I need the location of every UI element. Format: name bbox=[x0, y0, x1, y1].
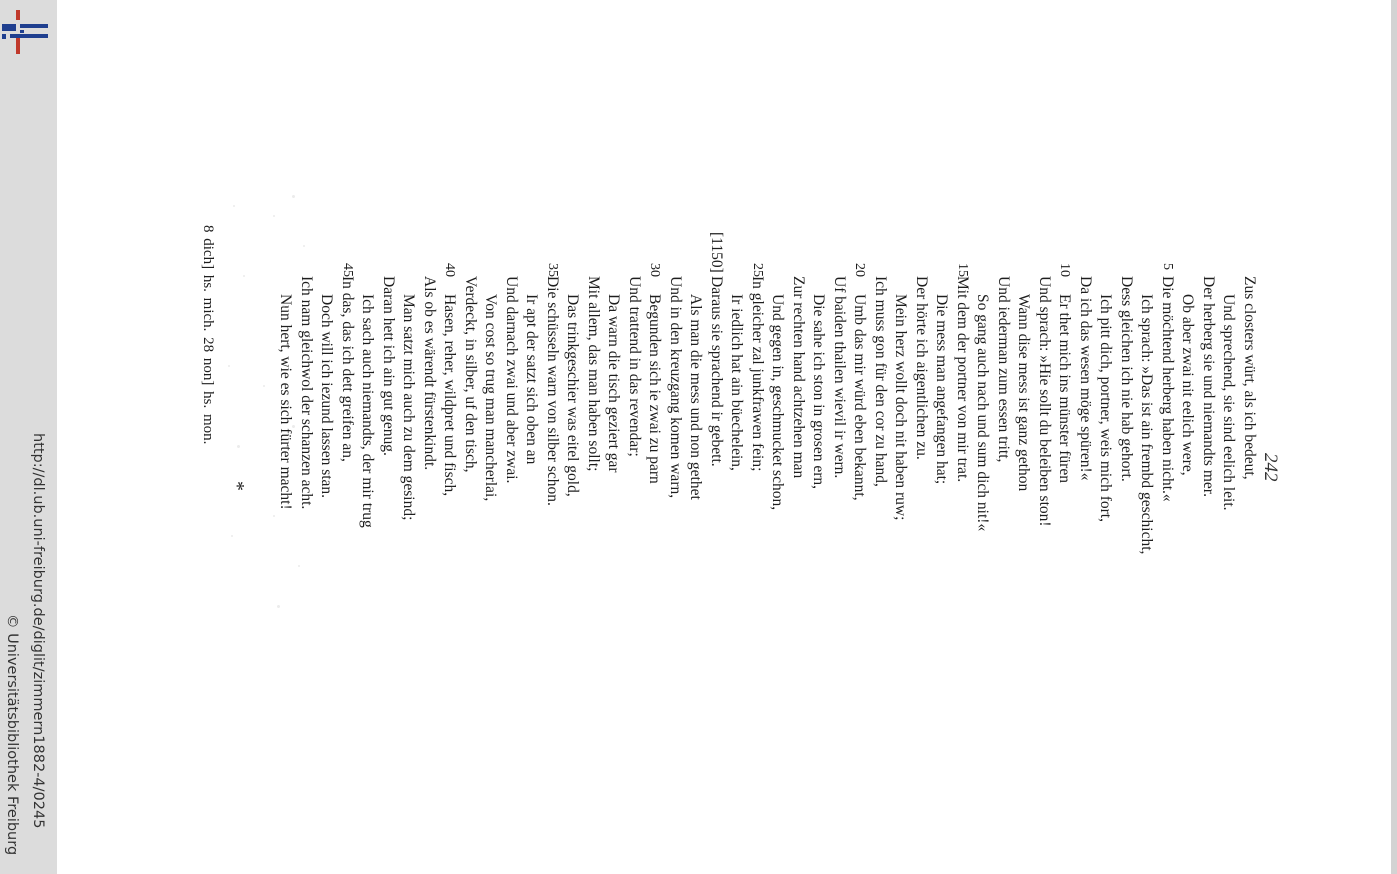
verse-line bbox=[890, 276, 911, 874]
verse-text: Und darnach zwai und aber zwai. bbox=[503, 276, 520, 484]
verse-line bbox=[972, 276, 993, 874]
document-url[interactable]: http://dl.ub.uni-freiburg.de/diglit/zimmern1882-4/0245 bbox=[30, 433, 46, 829]
verse-text: Uf baiden thailen wievil ir wern. bbox=[831, 276, 848, 479]
verse-text: Man satzt mich auch zu dem gesind; bbox=[400, 294, 418, 521]
verse-line bbox=[767, 276, 788, 874]
verse-text: Ob aber zwai nit eelich were, bbox=[1179, 294, 1197, 476]
scan-speck bbox=[282, 305, 285, 308]
verse-text: Und trattend in das revendar; bbox=[626, 276, 643, 457]
verse-text: Die schüsseln warn von silber schon. bbox=[544, 276, 561, 506]
verse-text: Wann dise mess ist ganz gethon bbox=[1015, 294, 1033, 492]
verse-line bbox=[1095, 276, 1116, 874]
verse-line bbox=[378, 276, 399, 874]
verse-line bbox=[419, 276, 440, 874]
verse-text: Ich sprach: »Das ist ain frembd geschicht, bbox=[1138, 294, 1156, 555]
verse-text: Ich pitt dich, portner, weis mich fort, bbox=[1097, 294, 1115, 522]
scan-speck bbox=[228, 365, 230, 367]
scan-speck bbox=[273, 515, 275, 517]
verse-text: Als ob es wärendt fürstenkindt. bbox=[421, 276, 438, 471]
scan-speck bbox=[298, 565, 300, 567]
verse-text: Und sprach: »Hie sollt du beleiben ston! bbox=[1036, 276, 1053, 527]
verse-line bbox=[993, 276, 1014, 874]
verse-text: Der herberg sie und niemandts mer. bbox=[1200, 276, 1217, 497]
line-number: 5 bbox=[1160, 263, 1175, 270]
copyright-notice: © Universitätsbibliothek Freiburg bbox=[4, 614, 20, 856]
line-number: 25 bbox=[750, 263, 765, 277]
verse-line bbox=[952, 263, 973, 874]
verse-text: Das trinkgeschier was eitel gold, bbox=[564, 294, 582, 497]
verse-line bbox=[357, 276, 378, 874]
scan-speck bbox=[231, 535, 233, 537]
verse-line bbox=[849, 263, 870, 874]
verse-line bbox=[521, 276, 542, 874]
verse-text: Und gegen in, geschmucket schon, bbox=[769, 294, 787, 511]
verse-text: Der hörte ich aigentlichen zu. bbox=[913, 276, 930, 460]
footnote: 8 dich] hs. mich. 28 non] hs. mon. bbox=[200, 225, 216, 445]
verse-line bbox=[439, 263, 460, 874]
verse-text: Verdeckt, in silber, uf den tisch, bbox=[462, 276, 479, 473]
viewer-sidebar bbox=[0, 0, 57, 874]
verse-text: Ir apt der satzt sich oben an bbox=[523, 294, 541, 465]
line-number: 40 bbox=[442, 263, 458, 277]
verse-text: Doch will ich iezund lassen stan. bbox=[318, 294, 336, 499]
scan-speck bbox=[292, 195, 295, 198]
verse-text: Umb das mir würd eben bekannt, bbox=[851, 294, 869, 501]
verse-line bbox=[398, 276, 419, 874]
ub-freiburg-logo-icon[interactable] bbox=[2, 10, 48, 54]
verse-text: Er thet mich ins münster füren bbox=[1056, 294, 1074, 483]
verse-text: Und in den kreuzgang komen warn, bbox=[667, 276, 684, 499]
line-number: 35 bbox=[545, 263, 560, 277]
verse-line bbox=[624, 276, 645, 874]
verse-text: Hasen, reher, wildpret und fisch, bbox=[441, 294, 459, 497]
folio-marker: [1150] bbox=[708, 232, 725, 273]
verse-line bbox=[685, 276, 706, 874]
verse-line bbox=[870, 276, 891, 874]
verse-line bbox=[1116, 276, 1137, 874]
verse-text: Ich sach auch niemandts, der mir trug bbox=[359, 294, 377, 528]
verse-line bbox=[931, 276, 952, 874]
verse-line bbox=[275, 276, 296, 874]
scan-speck bbox=[243, 275, 245, 277]
verse-text: Mit dem der portner von mir trat. bbox=[954, 276, 971, 483]
verse-text: Mein herz wollt doch nit haben ruw; bbox=[892, 294, 910, 521]
scrollbar-track[interactable] bbox=[1391, 0, 1397, 874]
verse-text: Die möchtend herberg haben nicht.« bbox=[1159, 276, 1176, 502]
verse-line bbox=[583, 276, 604, 874]
line-number: 20 bbox=[852, 263, 868, 277]
verse-line bbox=[1054, 263, 1075, 874]
verse-text: Ir iedlich hat ain büechelein, bbox=[728, 294, 746, 471]
scan-speck bbox=[233, 205, 235, 207]
scanned-page bbox=[155, 185, 1295, 655]
verse-line bbox=[1034, 276, 1055, 874]
verse-line bbox=[808, 276, 829, 874]
separator-star: * bbox=[226, 481, 248, 491]
verse-line bbox=[1218, 276, 1239, 874]
verse-text: Und sprechend, sie sind eelich leit. bbox=[1220, 294, 1238, 511]
verse-text: Die mess man angefangen hat; bbox=[933, 294, 951, 485]
verse-line bbox=[665, 276, 686, 874]
verse-line bbox=[829, 276, 850, 874]
verse-line bbox=[788, 276, 809, 874]
verse-line bbox=[480, 276, 501, 874]
verse-line bbox=[562, 276, 583, 874]
verse-text: Ich muss gon für den cor zu hand, bbox=[872, 276, 889, 487]
verse-line bbox=[706, 232, 727, 874]
verse-line bbox=[911, 276, 932, 874]
verse-line bbox=[337, 263, 358, 874]
verse-line bbox=[1013, 276, 1034, 874]
verse-text: Da warn die tisch geziert gar bbox=[605, 294, 623, 473]
line-number: 45 bbox=[340, 263, 355, 277]
verse-text: Da ich das wesen möge spüren!« bbox=[1077, 276, 1094, 481]
scan-speck bbox=[303, 245, 305, 247]
verse-text: So gang auch nach und sum dich nit!« bbox=[974, 294, 992, 532]
verse-text: Als man die mess und non gethet bbox=[687, 294, 705, 500]
verse-line bbox=[316, 276, 337, 874]
verse-text: Die sahe ich ston in grosen ern, bbox=[810, 294, 828, 489]
verse-line bbox=[1157, 263, 1178, 874]
verse-text: In das, das ich dett greifen an, bbox=[339, 276, 356, 462]
line-number: 15 bbox=[955, 263, 970, 277]
scan-speck bbox=[308, 335, 310, 337]
scan-speck bbox=[237, 445, 240, 448]
verse-block bbox=[275, 232, 1259, 874]
verse-text: Daran hett ich ain gut genug. bbox=[380, 276, 397, 456]
verse-line bbox=[460, 276, 481, 874]
page-number: 242 bbox=[1260, 453, 1281, 482]
verse-line bbox=[1198, 276, 1219, 874]
verse-text: Nun hert, wie es sich fürter macht! bbox=[277, 294, 295, 510]
verse-line bbox=[1075, 276, 1096, 874]
line-number: 30 bbox=[647, 263, 663, 277]
verse-text: Mit allem, das man haben sollt; bbox=[585, 276, 602, 472]
verse-text: Zus closters würt, als ich bedeut, bbox=[1241, 276, 1258, 480]
verse-line bbox=[747, 263, 768, 874]
verse-line bbox=[644, 263, 665, 874]
verse-text: Daraus sie sprachend ir gebett. bbox=[708, 276, 725, 467]
scan-speck bbox=[292, 425, 295, 428]
verse-line bbox=[542, 263, 563, 874]
verse-text: In gleicher zal junkfrawen fein; bbox=[749, 276, 766, 472]
verse-text: Begunden sich ie zwai zu parn bbox=[646, 294, 664, 484]
scan-speck bbox=[277, 605, 280, 608]
verse-text: Von cost so trug man mancherlai, bbox=[482, 294, 500, 502]
verse-text: Ich nam gleichwol der schanzen acht. bbox=[298, 276, 315, 510]
scan-speck bbox=[273, 215, 275, 217]
verse-line bbox=[1177, 276, 1198, 874]
verse-text: Dess gleichen ich nie hab gehort. bbox=[1118, 276, 1135, 482]
verse-line bbox=[1239, 276, 1260, 874]
verse-text: Zur rechten hand achtzehen man bbox=[790, 276, 807, 479]
line-number: 10 bbox=[1057, 263, 1073, 277]
verse-line bbox=[501, 276, 522, 874]
verse-line bbox=[296, 276, 317, 874]
verse-line bbox=[726, 276, 747, 874]
verse-text: Und iederman zum essen tritt, bbox=[995, 276, 1012, 463]
scan-speck bbox=[263, 385, 265, 387]
verse-line bbox=[1136, 276, 1157, 874]
verse-line bbox=[603, 276, 624, 874]
